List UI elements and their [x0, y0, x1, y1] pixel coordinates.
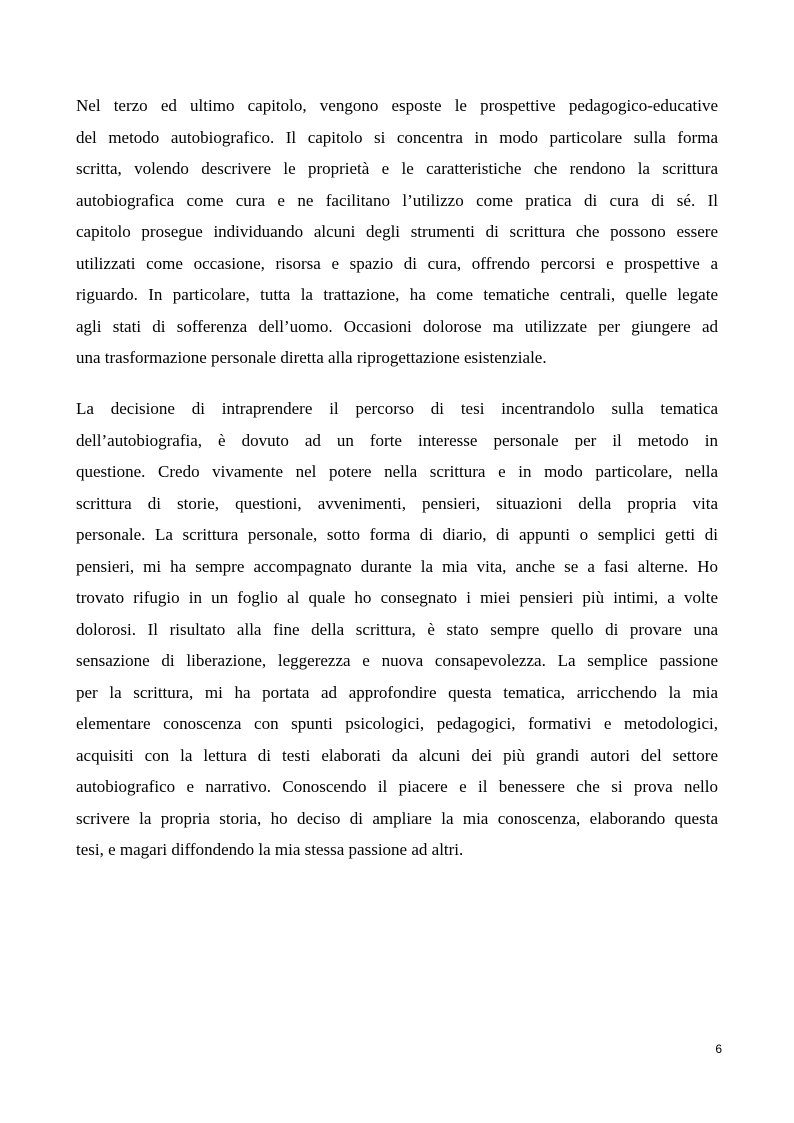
paragraph-line: dell’autobiografia, è dovuto ad un forte interesse personale per il metodo in	[76, 430, 718, 450]
paragraph-line: dolorosi. Il risultato alla fine della scrittura, è stato sempre quello di provare una	[76, 619, 718, 639]
paragraph-line: La decisione di intraprendere il percorso di tesi incentrandolo sulla tematica	[76, 399, 718, 418]
paragraph-2	[76, 393, 718, 866]
paragraph-line: trovato rifugio in un foglio al quale ho consegnato i miei pensieri più intimi, a volte	[76, 588, 718, 607]
paragraph-line: agli stati di sofferenza dell’uomo. Occasioni dolorose ma utilizzate per giungere ad	[76, 316, 718, 336]
paragraph-line: sensazione di liberazione, leggerezza e nuova consapevolezza. La semplice passione	[76, 651, 718, 670]
paragraph-line: una trasformazione personale diretta alla riprogettazione esistenziale.	[76, 348, 547, 367]
paragraph-line: scritta, volendo descrivere le proprietà e le caratteristiche che rendono la scrittura	[76, 159, 718, 178]
paragraph-line: capitolo prosegue individuando alcuni degli strumenti di scrittura che possono essere	[76, 222, 718, 241]
paragraph-1	[76, 90, 718, 374]
paragraph-line: scrittura di storie, questioni, avvenimenti, pensieri, situazioni della propria vita	[76, 493, 718, 513]
paragraph-line: scrivere la propria storia, ho deciso di ampliare la mia conoscenza, elaborando questa	[76, 808, 718, 828]
paragraph-line: pensieri, mi ha sempre accompagnato durante la mia vita, anche se a fasi alterne. Ho	[76, 556, 718, 576]
page-number: 6	[715, 1042, 722, 1056]
paragraph-line: riguardo. In particolare, tutta la trattazione, ha come tematiche centrali, quelle legate	[76, 285, 718, 304]
paragraph-line: autobiografica come cura e ne facilitano l’utilizzo come pratica di cura di sé. Il	[76, 190, 718, 210]
paragraph-line: utilizzati come occasione, risorsa e spazio di cura, offrendo percorsi e prospettive a	[76, 253, 718, 273]
paragraph-line: acquisiti con la lettura di testi elaborati da alcuni dei più grandi autori del settore	[76, 745, 718, 765]
paragraph-line: Nel terzo ed ultimo capitolo, vengono esposte le prospettive pedagogico-educative	[76, 96, 718, 115]
paragraph-line: per la scrittura, mi ha portata ad approfondire questa tematica, arricchendo la mia	[76, 682, 718, 702]
paragraph-line: questione. Credo vivamente nel potere nella scrittura e in modo particolare, nella	[76, 462, 718, 481]
paragraph-line: elementare conoscenza con spunti psicologici, pedagogici, formativi e metodologici,	[76, 714, 718, 733]
paragraph-line: del metodo autobiografico. Il capitolo si concentra in modo particolare sulla forma	[76, 127, 718, 147]
paragraph-line: personale. La scrittura personale, sotto forma di diario, di appunti o semplici getti di	[76, 525, 718, 544]
paragraph-line: autobiografico e narrativo. Conoscendo il piacere e il benessere che si prova nello	[76, 777, 718, 796]
paragraph-line: tesi, e magari diffondendo la mia stessa passione ad altri.	[76, 840, 464, 859]
